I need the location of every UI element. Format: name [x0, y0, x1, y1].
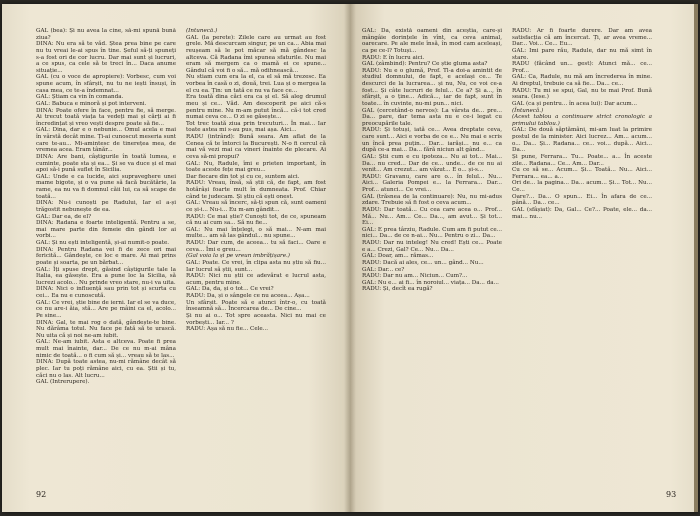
paragraph: DINA: Poate ofere în face, pentru fie, să merge. Ai trecut toată viața ta vedeți mai și cărți ai fi încredințat și vreo vești despre poate să fie... — [36, 107, 176, 127]
paragraph: (Intunecă.) — [186, 28, 218, 34]
paragraph: (Întunecă.) — [512, 107, 544, 114]
paragraph: RADU: Dacă ai ales, ce... un... gând... Nu... — [362, 259, 484, 266]
paragraph: Un sfârșit. Poate să e atunci într-o, cu toată înseamnă să... Încercarea de... De cine... — [186, 299, 326, 313]
paragraph: DINA: Radana e foarte inteligentă. Pentru a se, mai mare parte din femeie din gândi lor ai vorbi... — [36, 220, 176, 240]
paragraph: GAL (zâmbind): Pentru? Ce știe gluma asta? — [362, 61, 488, 68]
paragraph: (Acest tablou a continuare strict cronologic a primului tablou.) — [512, 114, 652, 127]
paragraph: RADU (făcând un... gest): Atunci mă... ce... Prof... — [512, 61, 652, 74]
right-page-column-2 — [512, 28, 652, 492]
paragraph: GAL: Știi cum e cu ipoteza... Nu ai tot... Mai... Da... nu cred... Dar de ce... unde... de ce nu ai venit... Am crezut... am văzut... E o... și-s... — [362, 153, 502, 174]
paragraph: RADU: Nici nu știi ce adevărat e lucrul asta, acum, pentru mine. — [186, 273, 326, 286]
left-page — [2, 4, 350, 512]
page-number-right: 93 — [666, 490, 677, 499]
paragraph: GAL: Și nu ești inteligentă, și-ai numit-o poate. — [36, 240, 170, 246]
paragraph: GAL: E prea târziu, Radule. Cum am fi putut ce... nici... Da... de ce n-ai... Nu... Pentru o zi... Da... — [362, 226, 502, 240]
paragraph: GAL: Ca, Radule, nu mă am încrederea în mine. Ai dreptul, trebuie ca să fie... Da... ce... — [512, 74, 652, 87]
paragraph: DINA: După toate astea, nu-mi rămâne decât să plec. Iar tu poți rămâne aici, cu ea. Știi și tu, căci nu o las. Alt lucru... — [36, 359, 176, 379]
paragraph: GAL: Ce vrei, știe bine de ierni. Iar el se va duce, ce nu are-i ăia, stă... Are pe mâini ca el, acolo... Pe sine... — [36, 299, 176, 319]
page-number-left: 92 — [36, 490, 47, 499]
paragraph: GAL (cu o voce de apropiere): Vorbesc, cum voi spune acum, în sfârșit, nu tu ne iești însuși, în casa mea, ce te-a îndemnat... — [36, 74, 176, 94]
paragraph: GAL (ca și pentru... în acea lui): Dar acum... — [512, 100, 638, 107]
paragraph: Oare?... Da... O spun... Ei... În afara de ce... până... Da... ce... — [512, 193, 652, 207]
paragraph: GAL: Știam ca vin în comanda. — [36, 94, 124, 101]
paragraph: GAL (Intrerupere). — [36, 379, 90, 386]
paragraph: RADU: Și, decît ea rugă? — [362, 286, 433, 293]
paragraph: GAL (sfâșiat): Da, Gal... Ce?... Poate, ele... da... mai... nu... — [512, 206, 652, 220]
paragraph: RADU: Gravanu, care are o... în felul... Nu... Aici... Galeria Pompei e... la Ferrara... Dar... Prof... atunci... Ce vrei... — [362, 173, 502, 193]
paragraph: GAL: Vreau să încerc, să-ți spun că, sunt oameni ce și-i... Nu-i... Eu m-am gândit... — [186, 200, 326, 213]
paragraph: RADU: Ar fi foarte durere. Dar am avea satisfacția că am încercat. Ți, ar avea vreme... Dar... Voi... Ce... Eu... — [512, 28, 652, 48]
paragraph: GAL: Da, da, și o tot... Ce vrei? — [186, 286, 274, 293]
paragraph: Nu stiam cum era la el, ca el să mă trezesc. Ea vorbea în casă o zi, două, trei. Lua și o mergea la el cu ea. Țin: un tată ce nu va face ce... — [186, 74, 326, 94]
paragraph: GAL (la perete): Zilele care au urmat au fost grele. Mă descurcam singur, pe un ca... Abia mai reușeam să le pot măcar să mă gândesc la altceva. Că Radana îmi spunea sfaturile. Nu mai eram să mergem ca o mamă ei ce spune... Gândul că voi fi o să... mă odihnească... — [186, 34, 326, 74]
paragraph: GAL: Ne-am iubit. Asta e altceva. Poate fi prea mult mai înainte, dar... De ce nu m-ai mâna nimic de toată... o fi cum să și... vreau să te las... — [36, 339, 176, 359]
book-gutter — [344, 4, 356, 512]
paragraph: GAL: Da, există oameni din aceștia, care-și mângâie dorințele în vînt, ca ceva animal, oarecare. Pe ale mele însă, în mod cam aceleași, ca pe ce-l? Totuși... — [362, 28, 502, 54]
paragraph: GAL (cercetând-o nervos): La vârsta de... pre... Da... pare, dar tema asta nu e ce-i legat cu preocupările tale. — [362, 107, 502, 127]
left-page-column-1 — [36, 28, 176, 492]
paragraph: (Gal voia la și pe vreun imbrățișare.) — [186, 253, 290, 260]
paragraph: DINA: Nu-i cunoști pe Radului, Iar el a-și trăgostit nebunește de ea. — [36, 200, 176, 213]
paragraph: Era toată dina căci era ca și el. Să aleg drumul meu și ce... Văd. Am descoperit pe aici că-s pentru mine. Nu m-am putut încă... că-i tot cred numai ceva ce... O zi se găsește... — [186, 94, 326, 121]
paragraph: GAL: Dar ea, de el? — [36, 213, 92, 220]
paragraph: DINA: Pentru Radana vei fi de zece ori mai fericită... Gândește, ce loc e mare. Ai mai prins poate și soarta, pe un bărbat... — [36, 246, 176, 266]
paragraph: GAL: Babuca e minoră și pot interveni. — [36, 100, 147, 107]
right-page — [350, 4, 698, 512]
paragraph: RADU: Dar toată... Cu cea care acea o... Prof... Mă... Nu... Am... Ce... Da..., am avut... Și tot... Ei... — [362, 206, 502, 227]
paragraph: RADU: E în lucru aici. — [362, 54, 425, 61]
paragraph: RADU: Vreau, însă, să știi că, de fapt, am fost hotărâși foarte mult în dumneata. Prof. Chiar când te judecam. Și știu că ești onest. — [186, 180, 326, 200]
paragraph: RADU: Da, și o sângele ce nu aceea... Așa... — [186, 293, 310, 299]
paragraph: GAL: Nu e... ai fi... în noroiul... viața... Da... da... — [362, 279, 499, 286]
paragraph: GAL: Îți spuse drept, găsind câștigurile tale la Italia, ea găsește. Era a pune loc la Sicilia, să lucrezi acolo... Nu prinde vreo stare, nu-i va uita. — [36, 266, 176, 286]
paragraph: GAL: Nu mai înțelegi, o să mai... N-am mai multe... am să las gândul... nu spune... — [186, 226, 326, 240]
paragraph: GAL: Dar... ce? — [362, 266, 405, 273]
paragraph: GAL (trăsnea de la continuare): Nu, nu mi-adus zdare. Trebuie să fi fost o ceva acum... — [362, 193, 502, 207]
paragraph: Cu ce să se... Acum... Și... Toată... Nu... Aici... Ferrara... ea... a... — [512, 167, 652, 180]
paragraph: GAL (bea): Și nu avea la cine, să-mi spună bună ziua? — [36, 28, 176, 41]
paragraph: RADU: Așa să nu fie... Cele... — [186, 326, 269, 333]
paragraph: GAL: Nu, Radule, îmi e prieten important, în toate aceste fețe mai greu... — [186, 160, 326, 174]
paragraph: GAL: Poate. Ce vrei, în clipa asta nu știu să fiu... Iar lucrul să știi, sunt... — [186, 259, 326, 273]
paragraph: Și pune, Ferrara... Tu... Poate... a... În aceste zile... Radana... Ce... Am... Dar... — [512, 153, 652, 167]
paragraph: RADU: Dar nu inteleg! Nu cred! Ești ce... Poate e a... Crezi, Gal? Ce... Nu... Da... — [362, 240, 502, 253]
paragraph: RADU: Nu e o glumă, Prof. Tl-a doi-a amintit de studiul domnului, de fapt, e același ce... Te descurci de la lucrarea... și nu, Nu, ce voi ce-a fost... Și câte lucruri de felul... Ce a? Și a..., în sfârșit, a o ține... Adică..., iar de fapt, sunt în toate... în cuvinte, nu-mi pun... nici. — [362, 67, 502, 107]
paragraph: RADU: Tu mi se spui, Gal, nu te mai Prof. Bună seara. (Iese.) — [512, 87, 652, 101]
paragraph: RADU (intrând): Bună seara. Am aflat de la Cenea că te întorci la București. N-o fi cercul că mai vă vezi mai ca vineri înainte de plecare. Ai ceva să-mi propui? — [186, 134, 326, 160]
right-page-column-1 — [362, 28, 502, 492]
paragraph: DINA: Nici o influență sau prin tot și scurta cu cei... Ea nu e cunoscută. — [36, 286, 176, 299]
paragraph: DINA: Are bani, câștigurile în toată lumea, e cuminte, poate sta și ea... Și se va duce și el mai apoi să-i pună suflet în Sicilia. — [36, 153, 176, 174]
paragraph: RADU: Și totuși, iată ce... Avea dreptate ceva, care sunt... Aici e vorba de ce e... Nu mai e scris un încă prea puțin... Dar... iarăși... nu e... ca după ce-a mai... Da... fără niciun alt gând... — [362, 127, 502, 154]
paragraph: RADU: Ce mai știe? Cunoști tot, de ce, spuneam că nu ai cum sa... Să nu fie... — [186, 213, 326, 227]
paragraph: GAL: De două săptămâni, mi-am luat la primire postul de la minister. Aici lucrez... Am... acum... o... Da... Și... Radana... ce... voi... după... Aici... Da... — [512, 127, 652, 154]
paragraph: RADU: Dar cum, de aceea... tu să faci... Oare e ceva... Îmi e greu... — [186, 240, 326, 253]
paragraph: GAL: Doar, am... rămas... — [362, 253, 434, 260]
paragraph: DINA: Nu era să te văd. Ștea prea bine pe care nu tu vreai le-ai spus în tine. Șeful să-ți spuneți s-a fost ori de cor lucru. Dar mai sunt și lucruri, a ce spus, ca cele să te treci în... Daca anume situație... — [36, 41, 176, 74]
book-spread — [2, 4, 698, 512]
paragraph: GAL: Dina, dar e o nebunie... Omul acela e mai în vârstă decât mine. Ți-ai cunoscut meseria sunt care te-au... Mi-amintesc de tinerețea mea, de vremea acea. Eram tânăr... — [36, 127, 176, 154]
paragraph: DINA: Gal, te mai rog o dată, gândește-te bine. Nu dărâma totul. Nu face pe fată să te urască. Nu uita că și noi ne-am iubit. — [36, 319, 176, 339]
left-page-column-2 — [186, 28, 326, 492]
paragraph: GAL: Unde e ca lucide, aici supraveghere unei mame bigote, și o va pune să facă bucătărie, la rame, ea nu va fi domnul căii lui, ca să scape de toată... — [36, 173, 176, 200]
paragraph: Și nu ai o... Tot spre aceasta. Nici nu mai ce vorbești... Iar... ? — [186, 312, 326, 326]
paragraph: RADU: Dar nu am... Niciun... Cum?... — [362, 273, 468, 280]
paragraph: GAL: Imi pare rău, Radule, dar nu mă simt în stare. — [512, 47, 652, 61]
page-edge-shadow — [694, 4, 698, 512]
paragraph: Ori de... la pagina... Da... acum... Și... Tot... Nu... Ce... — [512, 180, 652, 193]
paragraph: Dar fiecare din tot și cu ce, suntem aici. — [186, 173, 300, 180]
paragraph: Tot trec toată ziua prin trecuturi... În mai... Iar toate astea mi s-au pus, mai așa. Aici... — [186, 120, 326, 134]
